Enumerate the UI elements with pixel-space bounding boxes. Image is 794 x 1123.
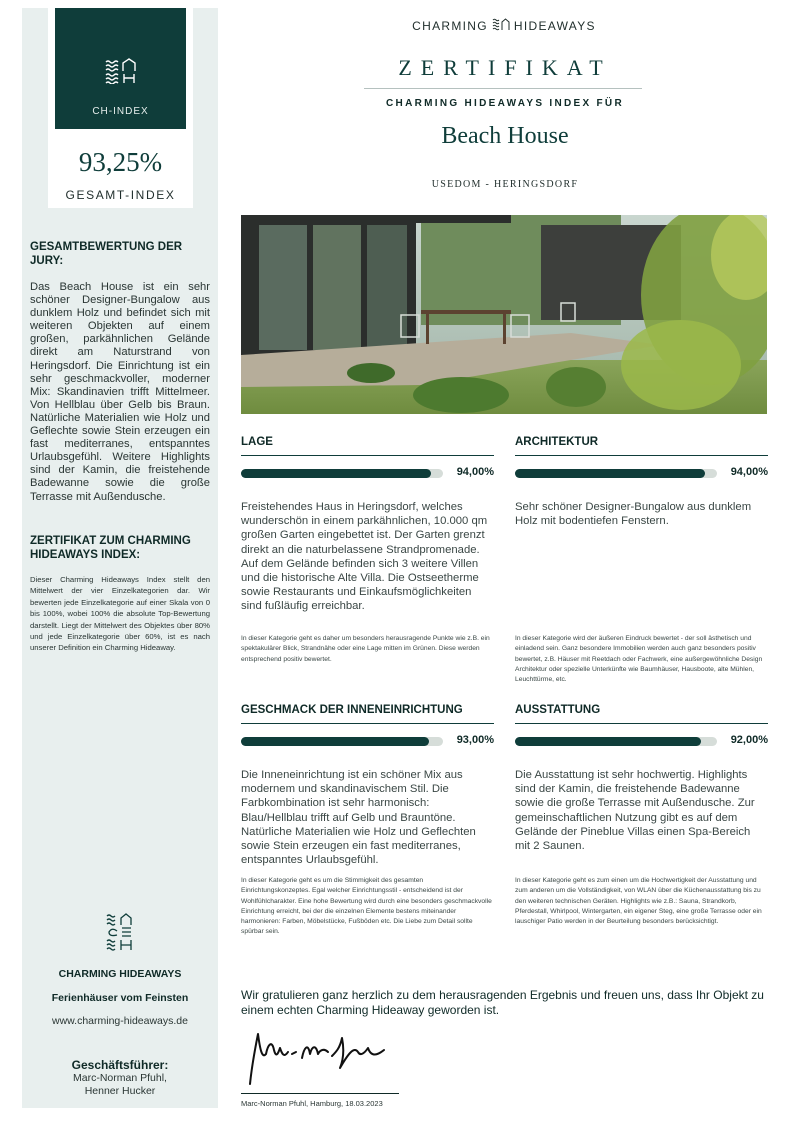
header-brand bbox=[362, 17, 646, 34]
managers-label: Geschäftsführer: bbox=[71, 1058, 169, 1072]
index-badge-label: CH-INDEX bbox=[92, 106, 149, 117]
category-text: Die Ausstattung ist sehr hochwertig. Highlights sind der Kamin, die freistehende Badewanne sowie die große Terrasse mit Außendusche. Zur gemeinschaftlichen Nutzung gibt es auf dem Gelände der Pineblue Villas einen Spa-Bereich mit 2 Saunen. bbox=[515, 769, 755, 853]
score-bar-row bbox=[515, 724, 768, 754]
category-text: Sehr schöner Designer-Bungalow aus dunklem Holz mit bodentiefen Fenstern. bbox=[515, 501, 752, 528]
category-note: In dieser Kategorie geht es um die Stimmigkeit des gesamten Einrichtungskonzeptes. Egal welcher Einrichtungsstil - entscheidend ist der Wohlfühlcharakter. Eine hohe Bewertung wird durch eine besonders geschmackvolle Einrichtung erreicht, bei der die einzelnen Elemente bestens miteinander harmonieren: Farben, Möbelstücke, Fußböden etc. Die Liebe zum Detail sollte spürbar sein. bbox=[241, 877, 492, 936]
score-bar-fill bbox=[515, 737, 701, 746]
house-terrace-photo bbox=[241, 215, 767, 414]
category-title: AUSSTATTUNG bbox=[515, 704, 768, 724]
index-badge bbox=[48, 8, 193, 208]
category-ausstattung bbox=[515, 704, 768, 926]
title-divider bbox=[364, 88, 642, 89]
category-title: GESCHMACK DER INNENEINRICHTUNG bbox=[241, 704, 494, 724]
score-bar-fill bbox=[241, 469, 431, 478]
sidebar-tagline: Ferienhäuser vom Feinsten bbox=[51, 992, 189, 1004]
total-score: 93,25% bbox=[78, 147, 163, 177]
header-brand-part: HIDEAWAYS bbox=[513, 18, 596, 33]
score-value: 94,00% bbox=[456, 466, 494, 478]
jury-text: Das Beach House ist ein sehr schöner Designer-Bungalow aus dunklem Holz und befindet sich mit weiteren Objekten auf einem großen, parkähnlichen Gelände direkt am Naturstrand von Heringsdorf. Die Einrichtung ist ein sehr geschmackvoller, moderner Mix: Skandinavien trifft Mittelmeer. Von Hellblau über Gelb bis Braun. Natürliche Materialien wie Holz und Geflechte sowie Stein erzeugen ein fast mediterranes, entspanntes Urlaubsgefühl. Weitere Highlights sind der Kamin, die freistehende Badewanne sowie die große Terrasse mit Außendusche. bbox=[30, 281, 210, 503]
category-note: In dieser Kategorie wird der äußeren Eindruck bewertet - der soll ästhetisch und einladend sein. Ganz besondere Immobilien werden auch ganz besonders positiv bewertet, z.B. Häuser mit Reetdach oder Fachwerk, eine außergewöhnliche Design Architektur oder spezielle Unterkünfte wie Baumhäuser, Hausboote, alte Mühlen, Leuchttürme, etc. bbox=[515, 635, 763, 684]
property-name: Beach House bbox=[441, 123, 569, 149]
score-value: 93,00% bbox=[456, 734, 494, 746]
category-text: Freistehendes Haus in Heringsdorf, welches wunderschön in einem parkähnlichen, 10.000 qm großen Garten eingebettet ist. Der Garten grenzt direkt an die naturbelassene Strandpromenade. Auf dem Gelände befinden sich 3 weitere Villen und die historische Alte Villa. Die Ostseetherme sowie Restaurants und Einkaufsmöglichkeiten sind fußläufig erreichbar. bbox=[241, 501, 488, 613]
handwritten-signature-icon bbox=[244, 1024, 394, 1090]
sidebar bbox=[22, 8, 218, 1108]
category-note: In dieser Kategorie geht es zum einen um die Hochwertigkeit der Ausstattung und zum anderen um die Vollständigkeit, von WLAN über die Küchenausstattung bis zu den weiteren technischen Geräten. Highlights wie z.B.: Sauna, Strandkorb, Pferdestall, Whirlpool, Wintergarten, ein eigener Steg, eine große Terrasse oder ein lauschiger Patio werden in der Beurteilung besonders berücksichtigt. bbox=[515, 877, 762, 926]
score-bar-fill bbox=[241, 737, 429, 746]
property-location: USEDOM - HERINGSDORF bbox=[431, 179, 579, 190]
manager-name: Henner Hucker bbox=[84, 1085, 156, 1097]
score-bar bbox=[515, 737, 717, 746]
index-info-text: Dieser Charming Hideaways Index stellt den Mittelwert der vier Einzelkategorien dar. Wir bewerten jede Einzelkategorie auf einer Skala von 0 bis 100%, wobei 100% die absolute Top-Bewertung darstellt. Liegt der Mittelwert des Objektes über 80% und jede Einzelkategorie über 60%, ist es nach unserer Definition ein Charming Hideaway. bbox=[30, 575, 210, 653]
category-architektur bbox=[515, 436, 768, 684]
score-bar-row bbox=[515, 456, 768, 486]
certificate-title: ZERTIFIKAT bbox=[398, 55, 612, 80]
score-value: 94,00% bbox=[730, 466, 768, 478]
score-value: 92,00% bbox=[730, 734, 768, 746]
congratulations-text: Wir gratulieren ganz herzlich zu dem herausragenden Ergebnis und freuen uns, dass Ihr Objekt zu einem echten Charming Hideaway geworden ist. bbox=[241, 988, 764, 1017]
category-title: LAGE bbox=[241, 436, 494, 456]
score-bar-fill bbox=[515, 469, 705, 478]
sidebar-brand: CHARMING HIDEAWAYS bbox=[58, 968, 182, 980]
manager-name: Marc-Norman Pfuhl, bbox=[73, 1072, 167, 1084]
total-score-label: GESAMT-INDEX bbox=[65, 188, 176, 202]
brand-logo-icon bbox=[22, 913, 218, 956]
category-lage bbox=[241, 436, 494, 663]
score-bar bbox=[515, 469, 717, 478]
category-text: Die Inneneinrichtung ist ein schöner Mix aus modernem und skandinavischem Stil. Die Farbkombination ist sehr harmonisch: Blau/Hellblau trifft auf Gelb und Brauntöne. Natürliche Materialien wie Holz und Geflechten sowie Stein erzeugen ein fast mediterranes, entspanntes Urlaubsgefühl. bbox=[241, 769, 476, 867]
score-bar-row bbox=[241, 724, 494, 754]
category-inneneinrichtung bbox=[241, 704, 494, 936]
waves-house-logo-icon bbox=[492, 17, 510, 34]
index-info-heading: ZERTIFIKAT ZUM CHARMING HIDEAWAYS INDEX: bbox=[30, 535, 191, 561]
certificate-subtitle: CHARMING HIDEAWAYS INDEX FÜR bbox=[386, 98, 624, 109]
index-badge-header bbox=[55, 8, 186, 129]
jury-heading: GESAMTBEWERTUNG DER JURY: bbox=[30, 241, 183, 267]
managers-names bbox=[22, 1072, 218, 1098]
score-bar bbox=[241, 469, 443, 478]
signature-caption: Marc-Norman Pfuhl, Hamburg, 18.03.2023 bbox=[241, 1099, 383, 1108]
header-brand-part: CHARMING bbox=[412, 18, 488, 33]
score-bar bbox=[241, 737, 443, 746]
score-bar-row bbox=[241, 456, 494, 486]
signature-line bbox=[241, 1093, 399, 1094]
waves-house-logo-icon bbox=[55, 58, 186, 89]
website-link[interactable]: www.charming-hideaways.de bbox=[52, 1015, 188, 1027]
category-note: In dieser Kategorie geht es daher um besonders herausragende Punkte wie z.B. ein spektakulärer Blick, Strandnähe oder eine Lage mitten im Grünen. Diese werden entsprechend positiv bewertet. bbox=[241, 635, 490, 663]
category-title: ARCHITEKTUR bbox=[515, 436, 768, 456]
